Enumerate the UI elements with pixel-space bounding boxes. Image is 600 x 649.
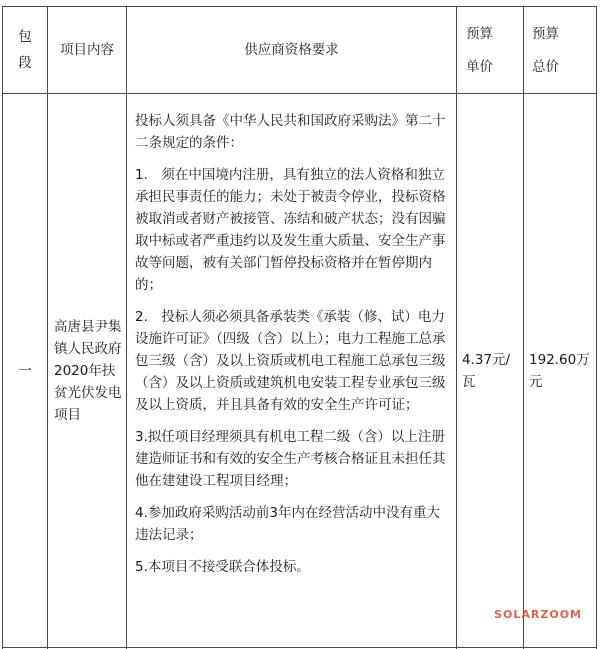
header-package [3,7,47,93]
header-unit-price-line2: 单价 [466,59,493,75]
header-total-price-line1: 预算 [532,26,559,42]
header-unit-price-line1: 预算 [466,26,493,42]
header-project-label: 项目内容 [60,42,114,58]
column-divider [523,6,524,649]
row-project-value: 高唐县尹集镇人民政府2020年扶贫光伏发电项目 [54,318,122,423]
table-border-right [596,6,597,649]
header-total-price [532,18,592,84]
row-package-value: 一 [18,362,32,379]
table-border-bottom [2,647,597,648]
requirement-item: 3.拟任项目经理须具有机电工程二级（含）以上注册建造师证书和有效的安全生产考核合格证且未担任其他在建建设工程项目经理； [135,429,446,489]
header-requirements [127,7,456,93]
row-project [54,94,122,647]
column-divider [47,6,48,649]
header-requirements-label: 供应商资格要求 [244,42,339,58]
requirement-item: 1. 须在中国境内注册，具有独立的法人资格和独立承担民事责任的能力；未处于被责令停业，投标资格被取消或者财产被接管、冻结和破产状态；没有因骗取中标或者严重违约以及发生重大质量、安全生产事故等问题，被有关部门暂停投标资格并在暂停期内的； [135,167,446,293]
requirement-intro: 投标人须具备《中华人民共和国政府采购法》第二十二条规定的条件： [135,113,446,151]
header-unit-price [466,18,522,84]
row-total-price [529,94,591,647]
row-unit-price [462,94,520,647]
header-package-line1: 包 [18,29,32,45]
solarzoom-watermark: SOLARZOOM [494,608,582,621]
requirement-item: 4.参加政府采购活动前3年内在经营活动中没有重大违法记录； [135,505,440,543]
column-divider [456,6,457,649]
requirement-item: 5.本项目不接受联合体投标。 [135,559,310,575]
column-divider [126,6,127,649]
row-requirements [135,110,449,578]
requirement-item: 2. 投标人须必须具备承装类《承装（修、试）电力设施许可证》（四级（含）以上）；电力工程施工总承包三级（含）及以上资质或机电工程施工总承包三级（含）及以上资质或建筑机电安装工程专业承包三级及以上资质，并且具备有效的安全生产许可证； [135,309,446,413]
row-unit-price-value: 4.37元/瓦 [462,351,511,390]
row-total-price-value: 192.60万元 [529,351,590,390]
header-total-price-line2: 总价 [532,59,559,75]
header-project [48,7,126,93]
header-package-line2: 段 [18,55,32,71]
row-package [3,94,47,647]
